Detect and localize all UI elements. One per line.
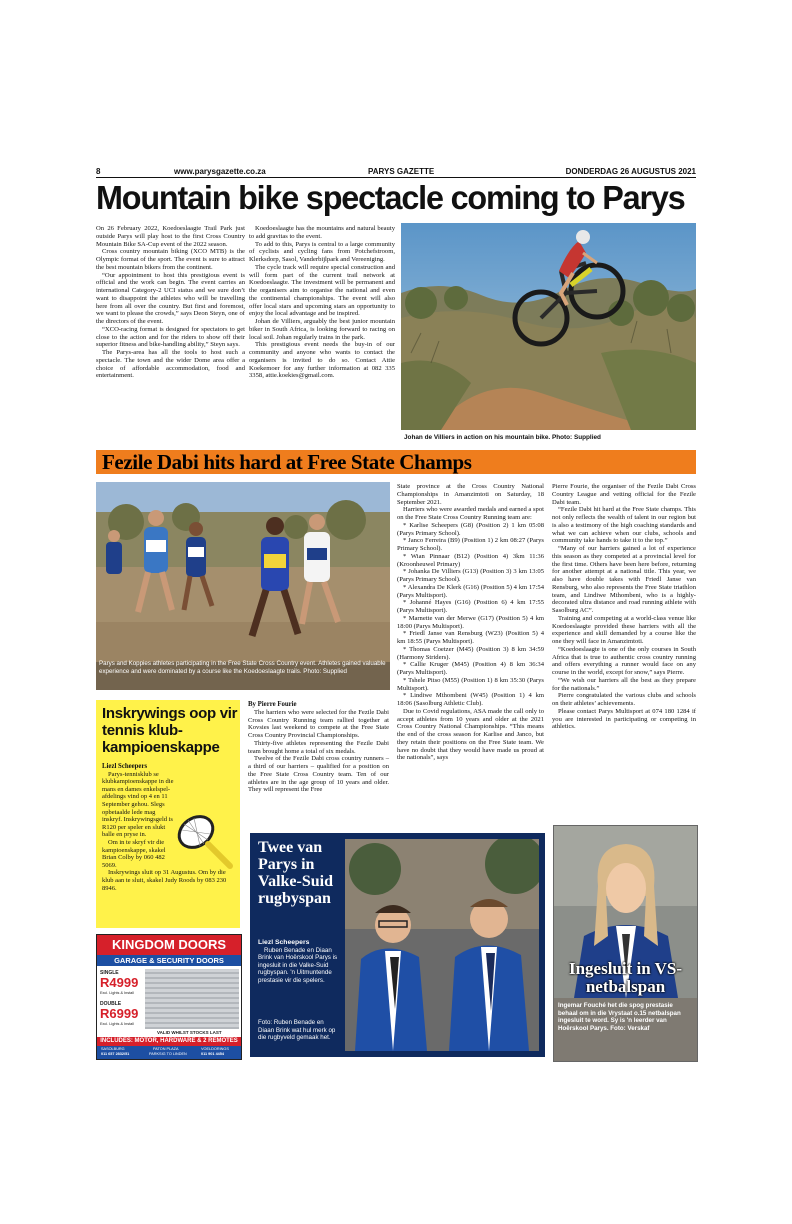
runners-photo bbox=[96, 482, 390, 690]
publication-name: PARYS GAZETTE bbox=[368, 167, 435, 176]
paragraph: Thirty-five athletes representing the Fezile Dabi team brought home a total of six medals. bbox=[248, 739, 389, 755]
mtb-photo-caption: Johan de Villiers in action on his mountain bike. Photo: Supplied bbox=[404, 434, 601, 441]
paragraph: State province at the Cross Country National Championships in Amanzimtoti on Saturday, 18 September 2021. bbox=[397, 483, 544, 506]
rugby-caption: Foto: Ruben Benade en Diaan Brink wat hul merk op die rugbyveld gemaak het. bbox=[258, 1019, 336, 1042]
ad-includes: INCLUDES: MOTOR, HARDWARE & 2 REMOTES bbox=[97, 1037, 241, 1046]
website[interactable]: www.parysgazette.co.za bbox=[174, 167, 266, 176]
ad-phone[interactable]: 011 657 2832/51 bbox=[101, 1052, 130, 1056]
paragraph: Harriers who were awarded medals and earned a spot on the Free State Cross Country Running team are: bbox=[397, 506, 544, 521]
mtb-column-2 bbox=[249, 225, 395, 443]
result-line: * Wian Pinnaar (B12) (Position 4) 3km 11:36 (Kroonheuwel Primary) bbox=[397, 552, 544, 568]
result-line: * Friedl Janse van Rensburg (W23) (Position 5) 4 km 18:55 (Parys Multisport). bbox=[397, 630, 544, 645]
ad-phone[interactable]: 011 901 4454 bbox=[201, 1052, 225, 1056]
fezile-banner bbox=[96, 450, 696, 474]
ad-brand: KINGDOM DOORS bbox=[97, 935, 241, 955]
mtb-headline: Mountain bike spectacle coming to Parys bbox=[96, 179, 685, 216]
paragraph: The cycle track will require special construction and will form part of the current trail network at Koedoeslaagte. The investment will be permanent and the organisers aim to organise the national and even the continental championships. The event will also offer local stars and upcoming stars an opportunity to enjoy the local advantage and be inspired. bbox=[249, 263, 395, 318]
page-number: 8 bbox=[96, 167, 101, 176]
mountain-bike-photo bbox=[401, 223, 696, 430]
result-line: * Tshele Pitso (M55) (Position 1) 8 km 35:30 (Parys Multisport). bbox=[397, 676, 544, 692]
garage-door-image bbox=[145, 969, 239, 1029]
paragraph: Pierre Fourie, the organiser of the Fezile Dabi Cross Country League and vetting official for the Fezile Dabi team. bbox=[552, 483, 696, 506]
kingdom-doors-ad[interactable] bbox=[96, 934, 242, 1060]
netball-box bbox=[553, 825, 698, 1062]
paragraph: Due to Covid regulations, ASA made the call only to accept athletes from 10 years and older at the 2021 Cross Country National Championships. “This means the end of the cross season for Karlise and Janco, but they retain their positions on the Free State team. We have no doubt that they would have made us proud at the nationals”, says bbox=[397, 707, 544, 762]
ad-validity: VALID WHILST STOCKS LAST bbox=[157, 1030, 222, 1035]
paragraph: “Fezile Dabi hit hard at the Free State champs. This not only reflects the wealth of talent in our region but is also a testimony of the high coaching standards and what we can achieve when our clubs, schools and community take hands to take it to the top.” bbox=[552, 506, 696, 545]
ad-locations bbox=[97, 1046, 241, 1059]
paragraph: Inskrywings sluit op 31 Augustus. Om by die klub aan te sluit, skakel Judy Roods by 083 230 8946. bbox=[102, 869, 227, 892]
rugby-body bbox=[258, 939, 340, 985]
paragraph: Please contact Parys Multisport at 074 180 1284 if you are interested in participating or competing in athletics. bbox=[552, 707, 696, 731]
result-line: * Janco Ferreira (B9) (Position 1) 2 km 08:27 (Parys Primary School). bbox=[397, 537, 544, 552]
result-line: * Marnette van der Merwe (G17) (Position 5) 4 km 18:00 (Parys Multisport). bbox=[397, 614, 544, 630]
result-line: * Johanka De Villiers (G13) (Position 3) 3 km 13:05 (Parys Primary School). bbox=[397, 568, 544, 583]
paragraph: “We wish our harriers all the best as they prepare for the nationals.” bbox=[552, 676, 696, 692]
rugby-box bbox=[250, 833, 545, 1057]
netball-caption-bg bbox=[554, 998, 697, 1061]
paragraph: Koedoeslaagte has the mountains and natural beauty to add gravitas to the event. bbox=[249, 225, 395, 240]
ad-phone: PARKSIG TO LINDEN bbox=[149, 1052, 187, 1056]
paragraph: The harriers who were selected for the Fezile Dabi Cross Country Running team rallied together at Kovsies last weekend to compete at the Free State Cross Country Provincial Championships. bbox=[248, 708, 389, 739]
runners-photo-caption: Parys and Koppies athletes participating in the Free State Cross Country event. Athletes gained valuable experience and were dominated by a course like the Koedoeslaagte trails. Photo: Supplied bbox=[99, 660, 386, 675]
ad-location: PATON PLAZA bbox=[153, 1047, 179, 1051]
byline: By Pierre Fourie bbox=[248, 701, 297, 708]
paragraph: “Koedoeslaagte is one of the only courses in South Africa that is true to authentic cross country running and offers everything a runner would face on any course in the world, except for snow,” says Pierre. bbox=[552, 645, 696, 676]
ad-subtitle: GARAGE & SECURITY DOORS bbox=[97, 955, 241, 966]
ad-single-price: R4999 bbox=[100, 975, 139, 990]
issue-date: DONDERDAG 26 AUGUSTUS 2021 bbox=[565, 167, 696, 176]
ad-single-label: SINGLE bbox=[100, 970, 119, 976]
ad-location: SASOLBURG bbox=[101, 1047, 125, 1051]
tennis-box bbox=[96, 700, 240, 928]
result-line: * Lindiwe Mthombeni (W45) (Position 1) 4 km 18:06 (Sasolburg Athletic Club). bbox=[397, 692, 544, 707]
paragraph: On 26 February 2022, Koedoeslaagte Trail Park just outside Parys will play host to the first Cross Country Mountain Bike SA-Cup event of the 2022 season. bbox=[96, 225, 245, 248]
fezile-column-c bbox=[552, 483, 696, 823]
paragraph: Cross country mountain biking (XCO MTB) is the Olympic format of the sport. The event is sure to attract the best mountain bikers from the continent. bbox=[96, 248, 245, 271]
fezile-column-b bbox=[397, 483, 544, 828]
paragraph: Ruben Benade en Diaan Brink van Hoërskool Parys is ingesluit in die Valke-Suid rugbyspan. 'n Uitmuntende prestasie vir die spelers. bbox=[258, 946, 338, 984]
rugby-players-photo bbox=[345, 839, 539, 1051]
ad-double-price: R6999 bbox=[100, 1006, 139, 1021]
result-line: * Karlise Scheepers (G8) (Position 2) 1 km 05:08 (Parys Primary School). bbox=[397, 521, 544, 537]
paragraph: Parys-tennisklub se klubkampioenskappe in die mans en dames enkelspel-afdelings vind op 4 en 11 September gehou. Slegs opbetaalde lede mag inskryf. Inskrywingsgeld is R120 per speler en slukt balle en pryse in. bbox=[102, 770, 174, 839]
result-line: * Alexandra De Klerk (G16) (Position 5) 4 km 17:54 (Parys Multisport). bbox=[397, 583, 544, 599]
result-line: * Thomas Coetzer (M45) (Position 3) 8 km 34:59 (Harmony Striders). bbox=[397, 645, 544, 661]
byline: Liezl Scheepers bbox=[102, 763, 148, 770]
tennis-racket-icon bbox=[174, 810, 236, 872]
paragraph: This prestigious event needs the buy-in of our community and anyone who wants to contact the organisers is invited to do so. Contact Attie Koekemoer for any further information at 082 335 3358, attie.koekies@gmail.com. bbox=[249, 341, 395, 380]
paragraph: Johan de Villiers, arguably the best junior mountain biker in South Africa, is looking forward to racing on local soil. Johan regularly trains in the park. bbox=[249, 318, 395, 341]
paragraph: Twelve of the Fezile Dabi cross country runners – a third of our harriers – qualified for a position on the Free State Cross Country team. Ten of our athletes are in the age group of 10 years and older. They will represent the Free bbox=[248, 755, 389, 794]
paragraph: “Our appointment to host this prestigious event is official and the work can begin. The event carries an international Category-2 UCI status and we sure don’t want to disappoint the athletes who will be travelling here from all over the country. But first and foremost, we want to please the crowds,” says Deon Steyn, one of the directors of the event. bbox=[96, 271, 245, 325]
ad-double-label: DOUBLE bbox=[100, 1001, 122, 1007]
paragraph: To add to this, Parys is central to a large community of cyclists and cycling fans from Potchefstroom, Klerksdorp, Sasol, Vanderbijlpark and Vereeniging. bbox=[249, 240, 395, 263]
ad-double-note: Excl. Lights & Install bbox=[100, 1022, 134, 1026]
ad-single-note: Excl. Lights & Install bbox=[100, 991, 134, 995]
ad-location: VOELDORINGS bbox=[201, 1047, 229, 1051]
result-line: * Callie Kruger (M45) (Position 4) 8 km 36:34 (Parys Multisport). bbox=[397, 661, 544, 676]
tennis-headline: Inskrywings oop vir tennis klub-kampioenskappe bbox=[102, 705, 238, 756]
paragraph: Pierre congratulated the various clubs and schools on their athletes’ achievements. bbox=[552, 692, 696, 707]
result-line: * Johanné Hayes (G16) (Position 6) 4 km 17:55 (Parys Multisport). bbox=[397, 599, 544, 614]
paragraph: Training and competing at a world-class venue like Koedoeslaagte provided these harriers with all the experience and skill demanded by a course like the one they will face in Amanzimtoti. bbox=[552, 614, 696, 645]
mtb-column-1 bbox=[96, 225, 245, 443]
paragraph: Om in te skryf vir die kampioenskappe, skakel Brian Colby by 060 482 5069. bbox=[102, 838, 166, 869]
paragraph: “XCO-racing format is designed for spectators to get close to the action and for the riders to show off their superior fitness and bike-handling ability,” Steyn says. bbox=[96, 325, 245, 349]
fezile-column-a bbox=[248, 701, 389, 827]
rugby-headline: Twee van Parys in Valke-Suid rugbyspan bbox=[258, 839, 333, 907]
fezile-headline: Fezile Dabi hits hard at Free State Champs bbox=[102, 450, 472, 474]
netball-caption: Ingemar Fouché het die spog prestasie behaal om in die Vrystaat o.15 netbalspan ingesluit te word. Sy is 'n leerder van Hoërskool Parys. Foto: Verskaf bbox=[558, 1002, 681, 1032]
paragraph: “Many of our harriers gained a lot of experience this season as they competed at a provincial level for the first time. Others have been here before, returning for another attempt at a national title. This year, we also have double takes with Friedl Janse van Rensburg, who also represents the Free State triathlon team, and Lindiwe Mthombeni, who is a highly-decorated ultra distance and road running athlete with Sasolburg AC”. bbox=[552, 545, 696, 614]
paragraph: The Parys-area has all the tools to host such a spectacle. The town and the wider Dome area offer a choice of affordable accommodation, food and entertainment. bbox=[96, 349, 245, 380]
byline: Liezl Scheepers bbox=[258, 939, 310, 946]
netball-headline: Ingesluit in VS-netbalspan bbox=[568, 959, 683, 996]
